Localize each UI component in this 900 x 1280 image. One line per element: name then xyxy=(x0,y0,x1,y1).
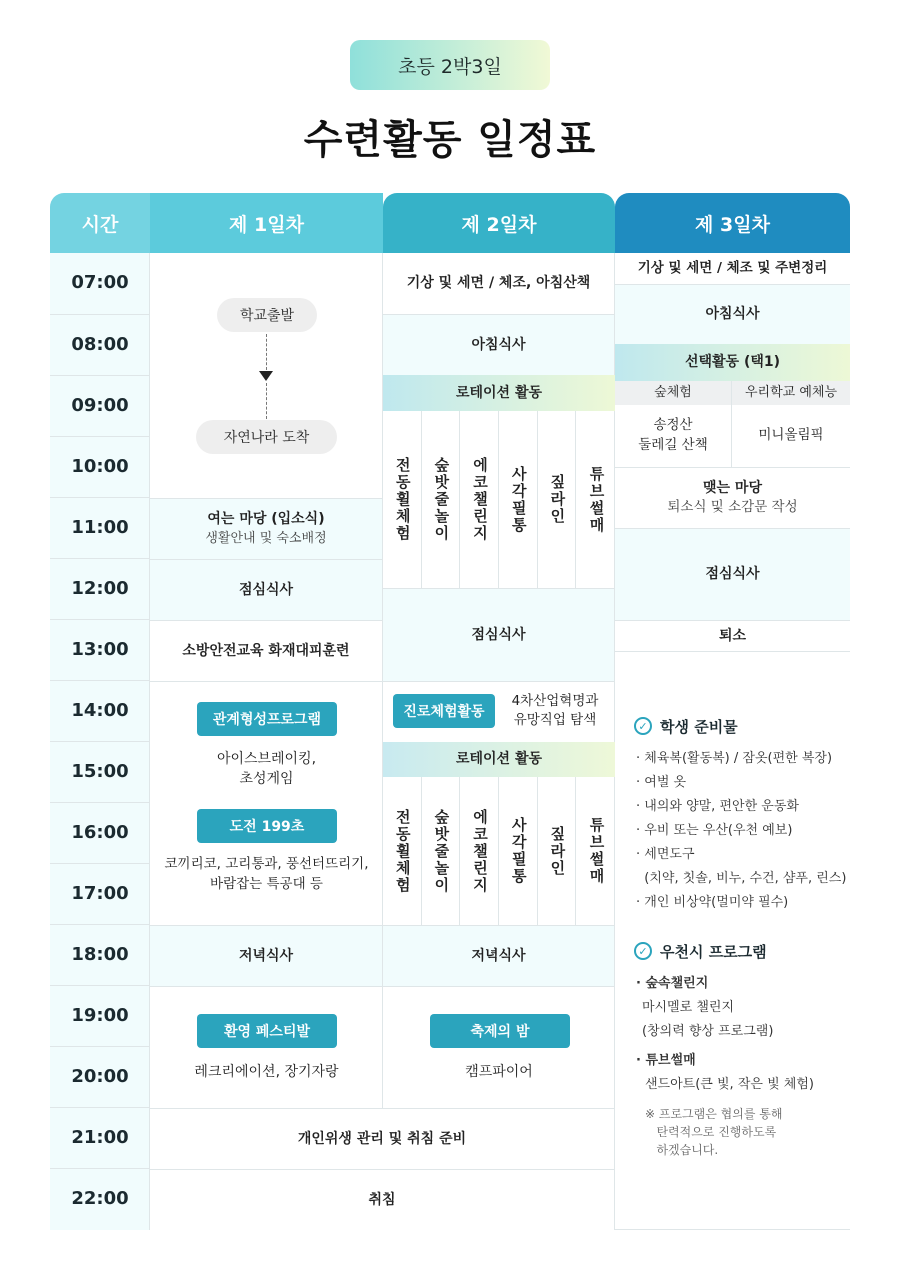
prep-item: · 우비 또는 우산(우천 예보) xyxy=(636,823,793,838)
day2-lunch: 점심식사 xyxy=(383,588,615,681)
elective-opt1: 숲체험 xyxy=(615,381,732,405)
rotation-activity xyxy=(422,777,461,925)
day3-breakfast: 아침식사 xyxy=(615,284,850,344)
rotation-activity-label: 튜브썰매 xyxy=(587,817,606,885)
rotation-activity xyxy=(499,411,538,588)
rotation-activity-label: 짚라인 xyxy=(548,474,567,525)
prep-item: · 체육복(활동복) / 잠옷(편한 복장) xyxy=(636,751,833,766)
rotation-activity-label: 숲밧줄놀이 xyxy=(432,457,451,542)
time-label: 13:00 xyxy=(50,619,150,680)
note-text: ※ 프로그램은 협의를 통해 탄력적으로 진행하도록 하겠습니다. xyxy=(645,1107,783,1157)
program1-desc: 아이스브레이킹, 초성게임 xyxy=(216,750,317,787)
day3-lunch: 점심식사 xyxy=(615,528,850,620)
rotation-activity-label: 전동휠체험 xyxy=(393,457,412,542)
rain2-title: · 튜브썰매 xyxy=(636,1053,696,1068)
campfire-desc: 캠프파이어 xyxy=(465,1063,533,1080)
opening-title: 여는 마당 (입소식) xyxy=(207,511,325,528)
prep-item: · 내의와 양말, 편안한 운동화 xyxy=(636,799,799,814)
career-badge: 진로체험활동 xyxy=(393,694,495,728)
rain1-title: · 숲속챌린지 xyxy=(636,976,709,991)
depart-label: 학교출발 xyxy=(217,298,317,332)
header-day2: 제 2일차 xyxy=(383,193,615,253)
day1-lunch: 점심식사 xyxy=(150,559,383,620)
program1-badge: 관계형성프로그램 xyxy=(197,702,337,736)
day2-rotation2-header: 로테이션 활동 xyxy=(383,742,615,777)
elective-opt1-desc: 송정산 둘레길 산책 xyxy=(615,405,732,467)
time-label: 09:00 xyxy=(50,375,150,436)
sleep-row: 취침 xyxy=(150,1169,615,1230)
rotation-activity-label: 에코챌린지 xyxy=(471,808,490,894)
dotted-connector xyxy=(266,334,267,370)
time-label: 20:00 xyxy=(50,1046,150,1107)
day1-opening xyxy=(150,498,383,559)
arrow-down-icon xyxy=(259,371,273,381)
day1-dinner: 저녁식사 xyxy=(150,925,383,986)
rotation-activity xyxy=(383,777,422,925)
prep-item: · 세면도구 xyxy=(636,847,695,862)
header-day1: 제 1일차 xyxy=(150,193,383,253)
prep-item: · 개인 비상약(멀미약 필수) xyxy=(636,895,789,910)
day3-wake: 기상 및 세면 / 체조 및 주변정리 xyxy=(615,253,850,284)
elective-opt2-desc: 미니올림픽 xyxy=(732,405,850,467)
rain1-desc: 마시멜로 챌린지 (창의력 향상 프로그램) xyxy=(642,1000,774,1039)
festival-night-badge: 축제의 밤 xyxy=(430,1014,570,1048)
career-desc: 4차산업혁명과 유망직업 탐색 xyxy=(511,693,599,728)
time-label: 14:00 xyxy=(50,680,150,741)
rain2-desc: 샌드아트(큰 빛, 작은 빛 체험) xyxy=(645,1077,814,1092)
time-label: 16:00 xyxy=(50,802,150,863)
prep-list xyxy=(636,747,846,915)
elective-opt2: 우리학교 예체능 xyxy=(732,381,850,405)
rotation-activity xyxy=(499,777,538,925)
rain-title: 우천시 프로그램 xyxy=(660,943,767,961)
rotation-activity xyxy=(538,411,577,588)
prep-title: 학생 준비물 xyxy=(660,718,738,736)
day2-dinner: 저녁식사 xyxy=(383,925,615,986)
program2-desc: 코끼리코, 고리통과, 풍선터뜨리기, 바람잡는 특공대 등 xyxy=(164,856,369,892)
dotted-connector xyxy=(266,383,267,419)
time-label: 22:00 xyxy=(50,1168,150,1229)
time-label: 12:00 xyxy=(50,558,150,619)
day1-fire-training: 소방안전교육 화재대피훈련 xyxy=(150,620,383,681)
closing-sub: 퇴소식 및 소감문 작성 xyxy=(667,499,798,516)
rotation-activity-label: 에코챌린지 xyxy=(471,457,490,542)
time-label: 11:00 xyxy=(50,497,150,558)
program2-badge: 도전 199초 xyxy=(197,809,337,843)
closing-title: 맺는 마당 xyxy=(703,480,762,497)
day3-elective-header: 선택활동 (택1) xyxy=(615,344,850,381)
rotation-activity xyxy=(576,777,615,925)
time-label: 17:00 xyxy=(50,863,150,924)
time-label: 10:00 xyxy=(50,436,150,497)
time-label: 21:00 xyxy=(50,1107,150,1168)
time-label: 07:00 xyxy=(71,272,129,294)
festival-desc: 레크리에이션, 장기자랑 xyxy=(194,1063,339,1080)
time-label: 19:00 xyxy=(50,985,150,1046)
rotation-activity xyxy=(538,777,577,925)
rotation-activity-label: 사각필통 xyxy=(509,465,528,534)
rotation-activity-label: 짚라인 xyxy=(548,825,567,877)
arrive-label: 자연나라 도착 xyxy=(196,420,337,454)
time-label: 18:00 xyxy=(50,924,150,985)
festival-badge: 환영 페스티발 xyxy=(197,1014,337,1048)
rotation-activity xyxy=(422,411,461,588)
header-day3: 제 3일차 xyxy=(615,193,850,253)
rotation-activity xyxy=(576,411,615,588)
prep-item: (치약, 칫솔, 비누, 수건, 샴푸, 린스) xyxy=(636,871,847,886)
page-title: 수련활동 일정표 xyxy=(303,117,597,163)
rotation-activity-label: 전동휠체험 xyxy=(393,808,412,894)
check-icon: ✓ xyxy=(634,942,652,960)
rotation-activity xyxy=(383,411,422,588)
rotation-activity-label: 사각필통 xyxy=(509,817,528,885)
program-badge: 초등 2박3일 xyxy=(350,40,550,90)
rotation-activity xyxy=(460,777,499,925)
check-icon: ✓ xyxy=(634,717,652,735)
day3-leave: 퇴소 xyxy=(615,620,850,651)
time-label: 15:00 xyxy=(50,741,150,802)
day3-closing xyxy=(615,467,850,528)
opening-sub: 생활안내 및 숙소배정 xyxy=(205,530,327,546)
header-time: 시간 xyxy=(50,193,150,253)
day2-rotation-header: 로테이션 활동 xyxy=(383,375,615,411)
time-label: 08:00 xyxy=(50,314,150,375)
hygiene-row: 개인위생 관리 및 취침 준비 xyxy=(150,1108,615,1169)
prep-item: · 여벌 옷 xyxy=(636,775,687,790)
day2-breakfast: 아침식사 xyxy=(383,314,615,375)
rotation-activity-label: 튜브썰매 xyxy=(587,465,606,534)
rotation-activity xyxy=(460,411,499,588)
rotation-activity-label: 숲밧줄놀이 xyxy=(432,808,451,894)
day2-wake: 기상 및 세면 / 체조, 아침산책 xyxy=(383,253,615,314)
